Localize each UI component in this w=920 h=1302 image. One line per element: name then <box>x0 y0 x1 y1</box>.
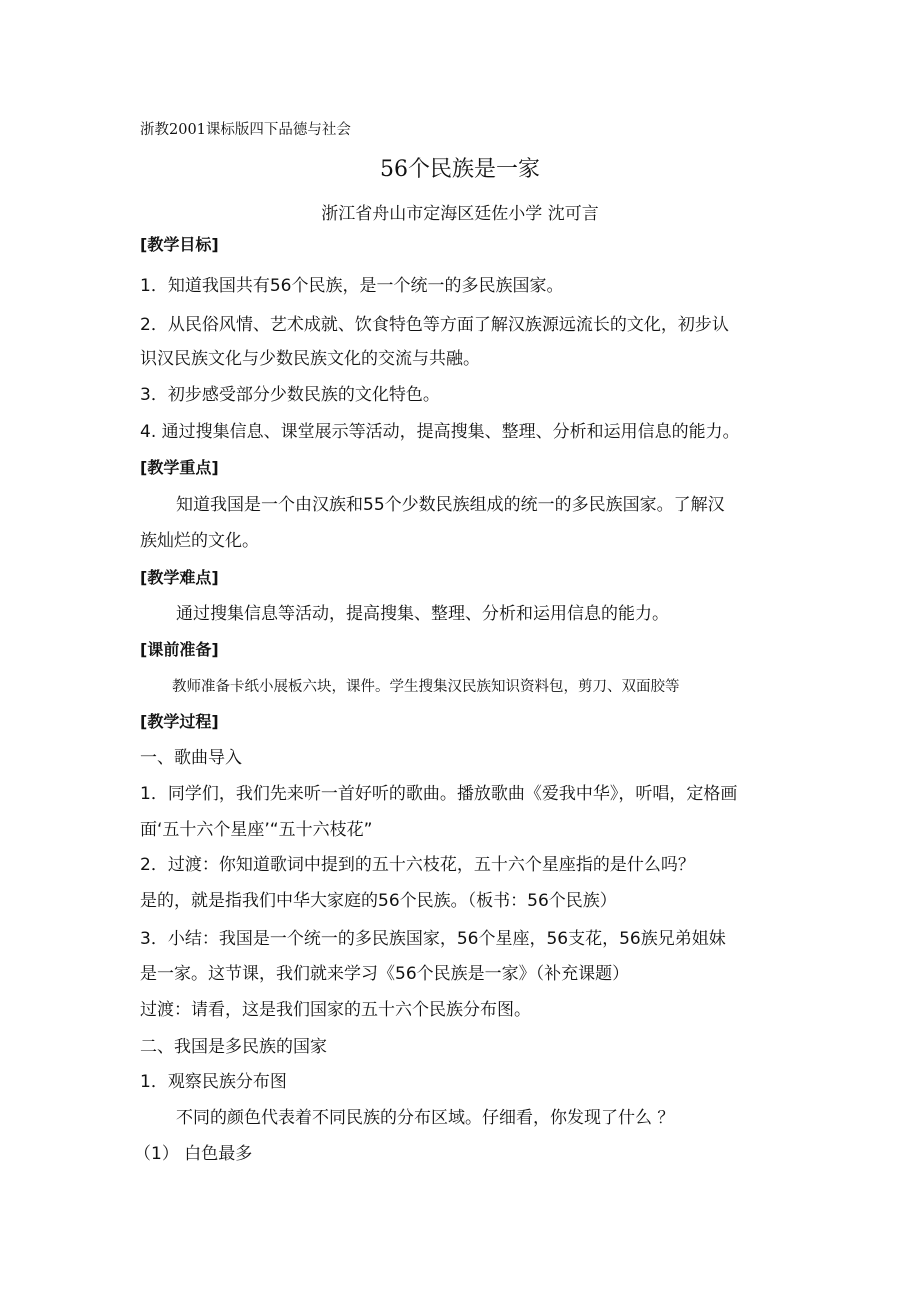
heading-key-points: [教学重点] <box>140 458 219 477</box>
key-point-line: 族灿烂的文化。 <box>140 531 259 551</box>
process-line: （1） 白色最多 <box>134 1144 253 1164</box>
heading-goals: [教学目标] <box>140 235 219 254</box>
section-heading: 二、我国是多民族的国家 <box>140 1037 327 1057</box>
process-line: 2．过渡：你知道歌词中提到的五十六枝花，五十六个星座指的是什么吗？ <box>140 855 695 875</box>
process-line: 过渡：请看，这是我们国家的五十六个民族分布图。 <box>140 1000 531 1020</box>
process-line: 不同的颜色代表着不同民族的分布区域。仔细看，你发现了什么 ？ <box>176 1108 675 1128</box>
process-line: 是一家。这节课，我们就来学习《56个民族是一家》（补充课题） <box>140 964 630 984</box>
goal-item: 4. 通过搜集信息、课堂展示等活动，提高搜集、整理、分析和运用信息的能力。 <box>140 422 740 442</box>
goal-item-continued: 识汉民族文化与少数民族文化的交流与共融。 <box>140 349 480 369</box>
process-line: 一、歌曲导入 <box>140 748 242 768</box>
difficulty-line: 通过搜集信息等活动，提高搜集、整理、分析和运用信息的能力。 <box>176 604 669 624</box>
process-line: 1．观察民族分布图 <box>140 1072 287 1092</box>
preparation-line: 教师准备卡纸小展板六块，课件。学生搜集汉民族知识资料包，剪刀、双面胶等 <box>172 679 680 695</box>
process-line: 1．同学们，我们先来听一首好听的歌曲。播放歌曲《爱我中华》，听唱，定格画 <box>140 784 738 804</box>
author-line: 浙江省舟山市定海区廷佐小学 沈可言 <box>321 204 599 224</box>
process-line: 面‘五十六个星座’“五十六枝花” <box>140 820 373 840</box>
process-line: 3．小结：我国是一个统一的多民族国家，56个星座，56支花，56族兄弟姐妹 <box>140 929 726 949</box>
heading-difficulties: [教学难点] <box>140 568 219 587</box>
heading-preparation: [课前准备] <box>140 640 219 659</box>
course-series: 浙教2001课标版四下品德与社会 <box>140 122 351 138</box>
heading-process: [教学过程] <box>140 712 219 731</box>
goal-item: 2．从民俗风情、艺术成就、饮食特色等方面了解汉族源远流长的文化，初步认 <box>140 315 729 335</box>
key-point-line: 知道我国是一个由汉族和55个少数民族组成的统一的多民族国家。了解汉 <box>176 495 725 515</box>
goal-item: 3．初步感受部分少数民族的文化特色。 <box>140 385 440 405</box>
process-line: 是的，就是指我们中华大家庭的56个民族。（板书：56个民族） <box>140 891 617 911</box>
page-title: 56个民族是一家 <box>380 157 540 182</box>
goal-item: 1．知道我国共有56个民族，是一个统一的多民族国家。 <box>140 276 564 296</box>
